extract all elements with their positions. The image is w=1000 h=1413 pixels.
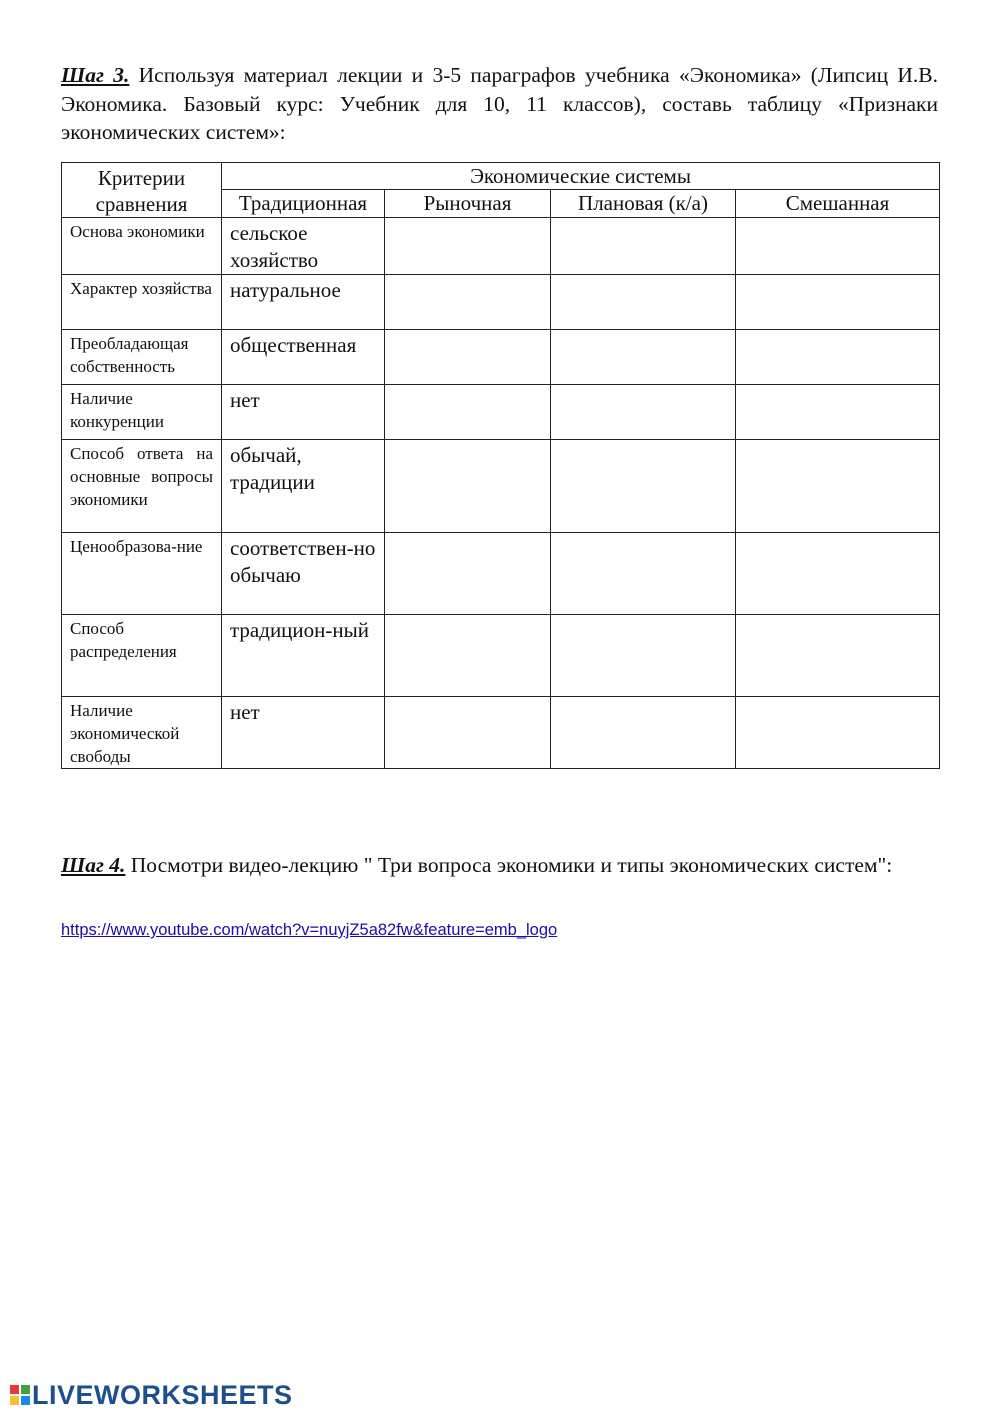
market-cell[interactable] [385, 440, 551, 533]
planned-cell[interactable] [551, 385, 736, 440]
traditional-cell[interactable]: обычай, традиции [222, 440, 385, 533]
logo-text: LIVEWORKSHEETS [32, 1379, 293, 1410]
criterion-cell: Преобладающая собственность [62, 330, 222, 385]
table-row [62, 275, 940, 330]
traditional-cell[interactable]: натуральное [222, 275, 385, 330]
planned-cell[interactable] [551, 533, 736, 615]
economic-systems-table [61, 162, 940, 769]
traditional-cell[interactable]: традицион-ный [222, 615, 385, 697]
mixed-cell[interactable] [736, 218, 940, 275]
liveworksheets-logo[interactable] [10, 1380, 293, 1410]
criterion-cell: Способ распределения [62, 615, 222, 697]
criterion-cell: Наличие экономической свободы [62, 697, 222, 769]
column-header-mixed: Смешанная [736, 190, 940, 218]
step4-label: Шаг 4. [61, 853, 126, 877]
criterion-cell: Основа экономики [62, 218, 222, 275]
mixed-cell[interactable] [736, 615, 940, 697]
step4-text: Посмотри видео-лекцию " Три вопроса экономики и типы экономических систем": [125, 853, 893, 877]
mixed-cell[interactable] [736, 533, 940, 615]
traditional-cell[interactable]: общественная [222, 330, 385, 385]
market-cell[interactable] [385, 697, 551, 769]
table-row [62, 533, 940, 615]
logo-block [21, 1396, 30, 1405]
traditional-cell[interactable]: соответствен-но обычаю [222, 533, 385, 615]
logo-blocks-icon [10, 1385, 30, 1405]
criterion-cell: Наличие конкуренции [62, 385, 222, 440]
traditional-cell[interactable]: сельское хозяйство [222, 218, 385, 275]
step3-paragraph [61, 61, 938, 147]
market-cell[interactable] [385, 218, 551, 275]
market-cell[interactable] [385, 275, 551, 330]
table-row [62, 440, 940, 533]
systems-header: Экономические системы [222, 163, 940, 190]
mixed-cell[interactable] [736, 330, 940, 385]
planned-cell[interactable] [551, 275, 736, 330]
mixed-cell[interactable] [736, 275, 940, 330]
mixed-cell[interactable] [736, 440, 940, 533]
logo-block [10, 1385, 19, 1394]
mixed-cell[interactable] [736, 385, 940, 440]
planned-cell[interactable] [551, 615, 736, 697]
market-cell[interactable] [385, 385, 551, 440]
column-header-traditional: Традиционная [222, 190, 385, 218]
market-cell[interactable] [385, 330, 551, 385]
table-row [62, 385, 940, 440]
criterion-cell: Ценообразова-ние [62, 533, 222, 615]
market-cell[interactable] [385, 615, 551, 697]
step3-text: Используя материал лекции и 3-5 параграфов учебника «Экономика» (Липсиц И.В. Экономика. Базовый курс: Учебник для 10, 11 классов), составь таблицу «Признаки экономических систем»: [61, 63, 938, 144]
market-cell[interactable] [385, 533, 551, 615]
traditional-cell[interactable]: нет [222, 385, 385, 440]
traditional-cell[interactable]: нет [222, 697, 385, 769]
column-header-market: Рыночная [385, 190, 551, 218]
table-row [62, 218, 940, 275]
table-row [62, 330, 940, 385]
table-row [62, 697, 940, 769]
criterion-cell: Способ ответа на основные вопросы экономики [62, 440, 222, 533]
planned-cell[interactable] [551, 330, 736, 385]
logo-block [10, 1396, 19, 1405]
step3-label: Шаг 3. [61, 63, 130, 87]
criteria-header: Критерии сравнения [62, 163, 222, 218]
planned-cell[interactable] [551, 440, 736, 533]
youtube-link[interactable]: https://www.youtube.com/watch?v=nuyjZ5a82fw&feature=emb_logo [61, 921, 558, 939]
logo-block [21, 1385, 30, 1394]
planned-cell[interactable] [551, 218, 736, 275]
table-row [62, 615, 940, 697]
criterion-cell: Характер хозяйства [62, 275, 222, 330]
column-header-planned: Плановая (к/а) [551, 190, 736, 218]
planned-cell[interactable] [551, 697, 736, 769]
step4-paragraph [61, 851, 938, 880]
mixed-cell[interactable] [736, 697, 940, 769]
